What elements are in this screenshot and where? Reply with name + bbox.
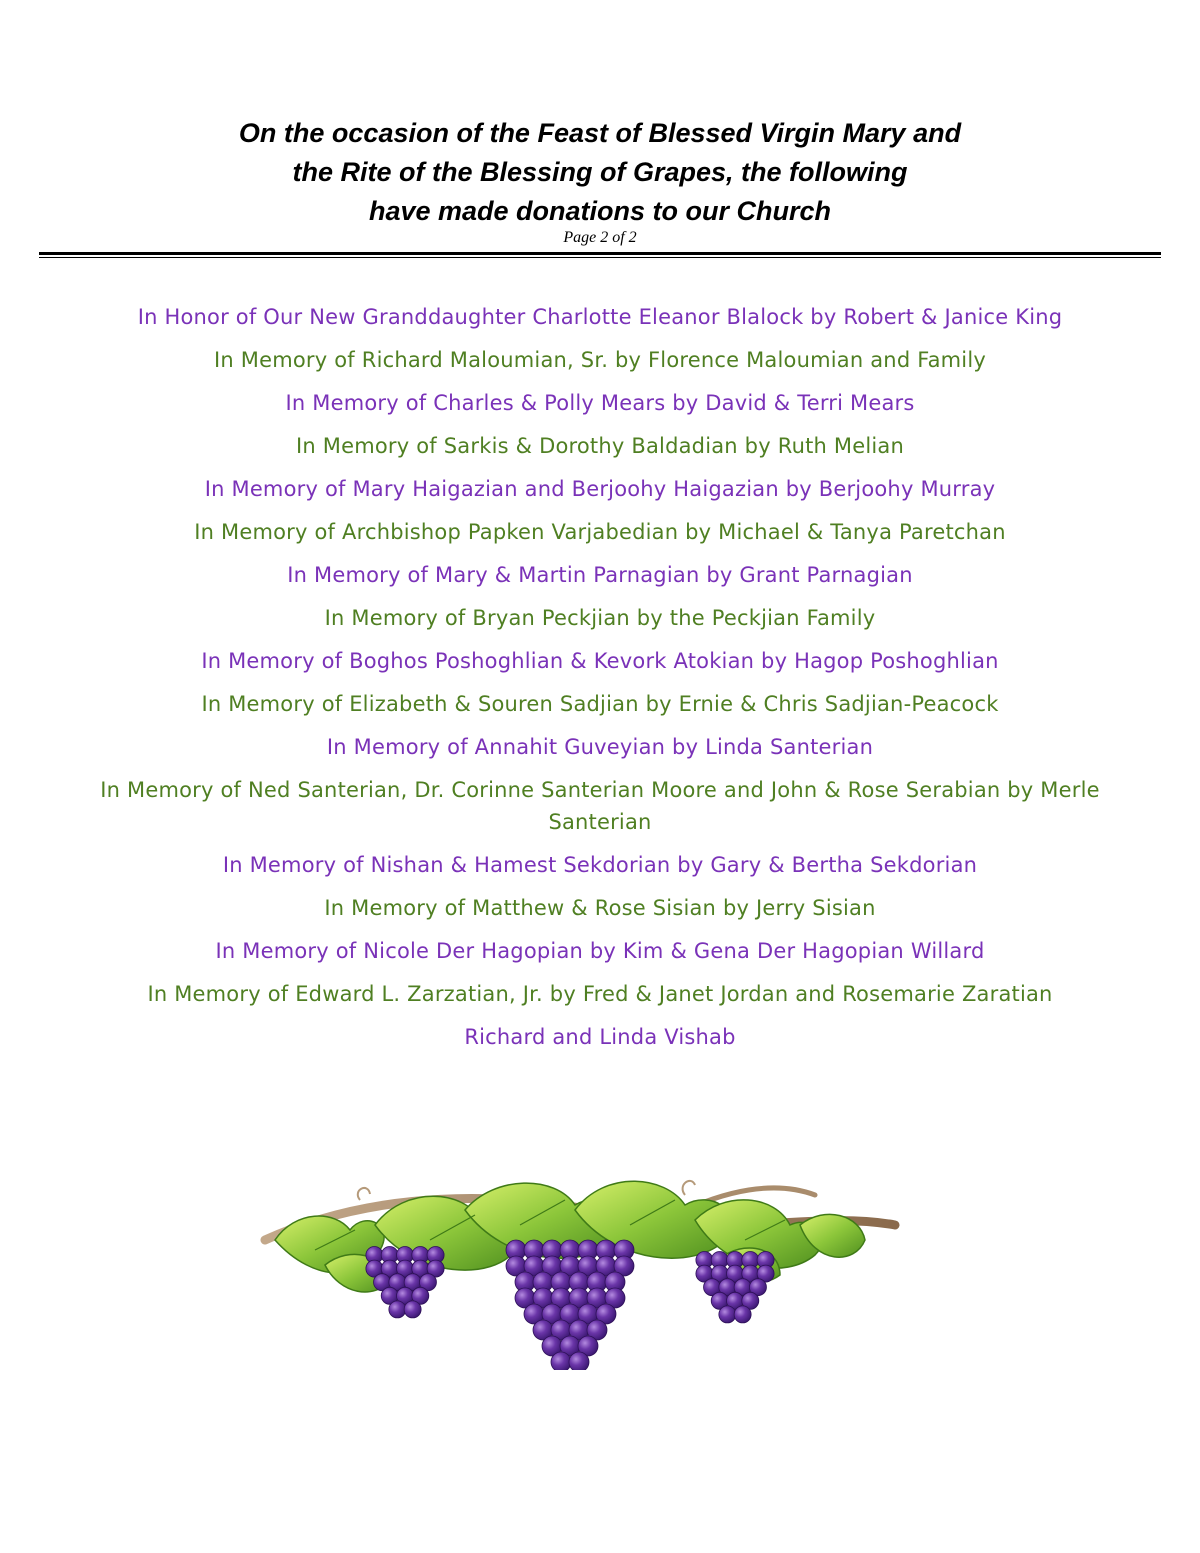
divider-thick: [39, 252, 1161, 255]
donation-entry: In Memory of Annahit Guveyian by Linda Santerian: [326, 735, 874, 759]
donation-entry: In Memory of Nishan & Hamest Sekdorian by Gary & Bertha Sekdorian: [222, 853, 978, 877]
donation-entry: In Memory of Richard Maloumian, Sr. by Florence Maloumian and Family: [214, 348, 986, 372]
donation-entry: In Memory of Bryan Peckjian by the Peckjian Family: [324, 606, 876, 630]
donation-entry: In Memory of Mary & Martin Parnagian by Grant Parnagian: [287, 563, 913, 587]
heading-line-2: the Rite of the Blessing of Grapes, the following: [292, 157, 908, 187]
donation-entry: In Memory of Elizabeth & Souren Sadjian by Ernie & Chris Sadjian-Peacock: [201, 692, 999, 716]
donation-list: [90, 301, 1110, 1064]
donation-entry: In Memory of Ned Santerian, Dr. Corinne Santerian Moore and John & Rose Serabian by Merle Santerian: [100, 778, 1100, 834]
donation-entry: In Memory of Boghos Poshoghlian & Kevork Atokian by Hagop Poshoghlian: [201, 649, 999, 673]
page-number: Page 2 of 2: [563, 229, 637, 246]
donation-entry: In Memory of Matthew & Rose Sisian by Jerry Sisian: [324, 896, 876, 920]
page-heading: [0, 114, 1200, 231]
donation-entry: In Memory of Mary Haigazian and Berjoohy Haigazian by Berjoohy Murray: [204, 477, 996, 501]
donation-entry: In Memory of Sarkis & Dorothy Baldadian by Ruth Melian: [296, 434, 904, 458]
heading-line-1: On the occasion of the Feast of Blessed Virgin Mary and: [238, 118, 962, 148]
divider-thin: [39, 257, 1161, 258]
donation-entry: In Memory of Archbishop Papken Varjabedian by Michael & Tanya Paretchan: [194, 520, 1006, 544]
donation-entry: In Honor of Our New Granddaughter Charlotte Eleanor Blalock by Robert & Janice King: [137, 305, 1063, 329]
donation-entry: In Memory of Nicole Der Hagopian by Kim & Gena Der Hagopian Willard: [215, 939, 985, 963]
donation-entry: In Memory of Charles & Polly Mears by David & Terri Mears: [285, 391, 915, 415]
donation-entry: In Memory of Edward L. Zarzatian, Jr. by Fred & Janet Jordan and Rosemarie Zaratian: [147, 982, 1053, 1006]
donation-entry: Richard and Linda Vishab: [464, 1025, 736, 1049]
heading-line-3: have made donations to our Church: [368, 196, 832, 226]
grape-vine-icon: [255, 1170, 905, 1370]
